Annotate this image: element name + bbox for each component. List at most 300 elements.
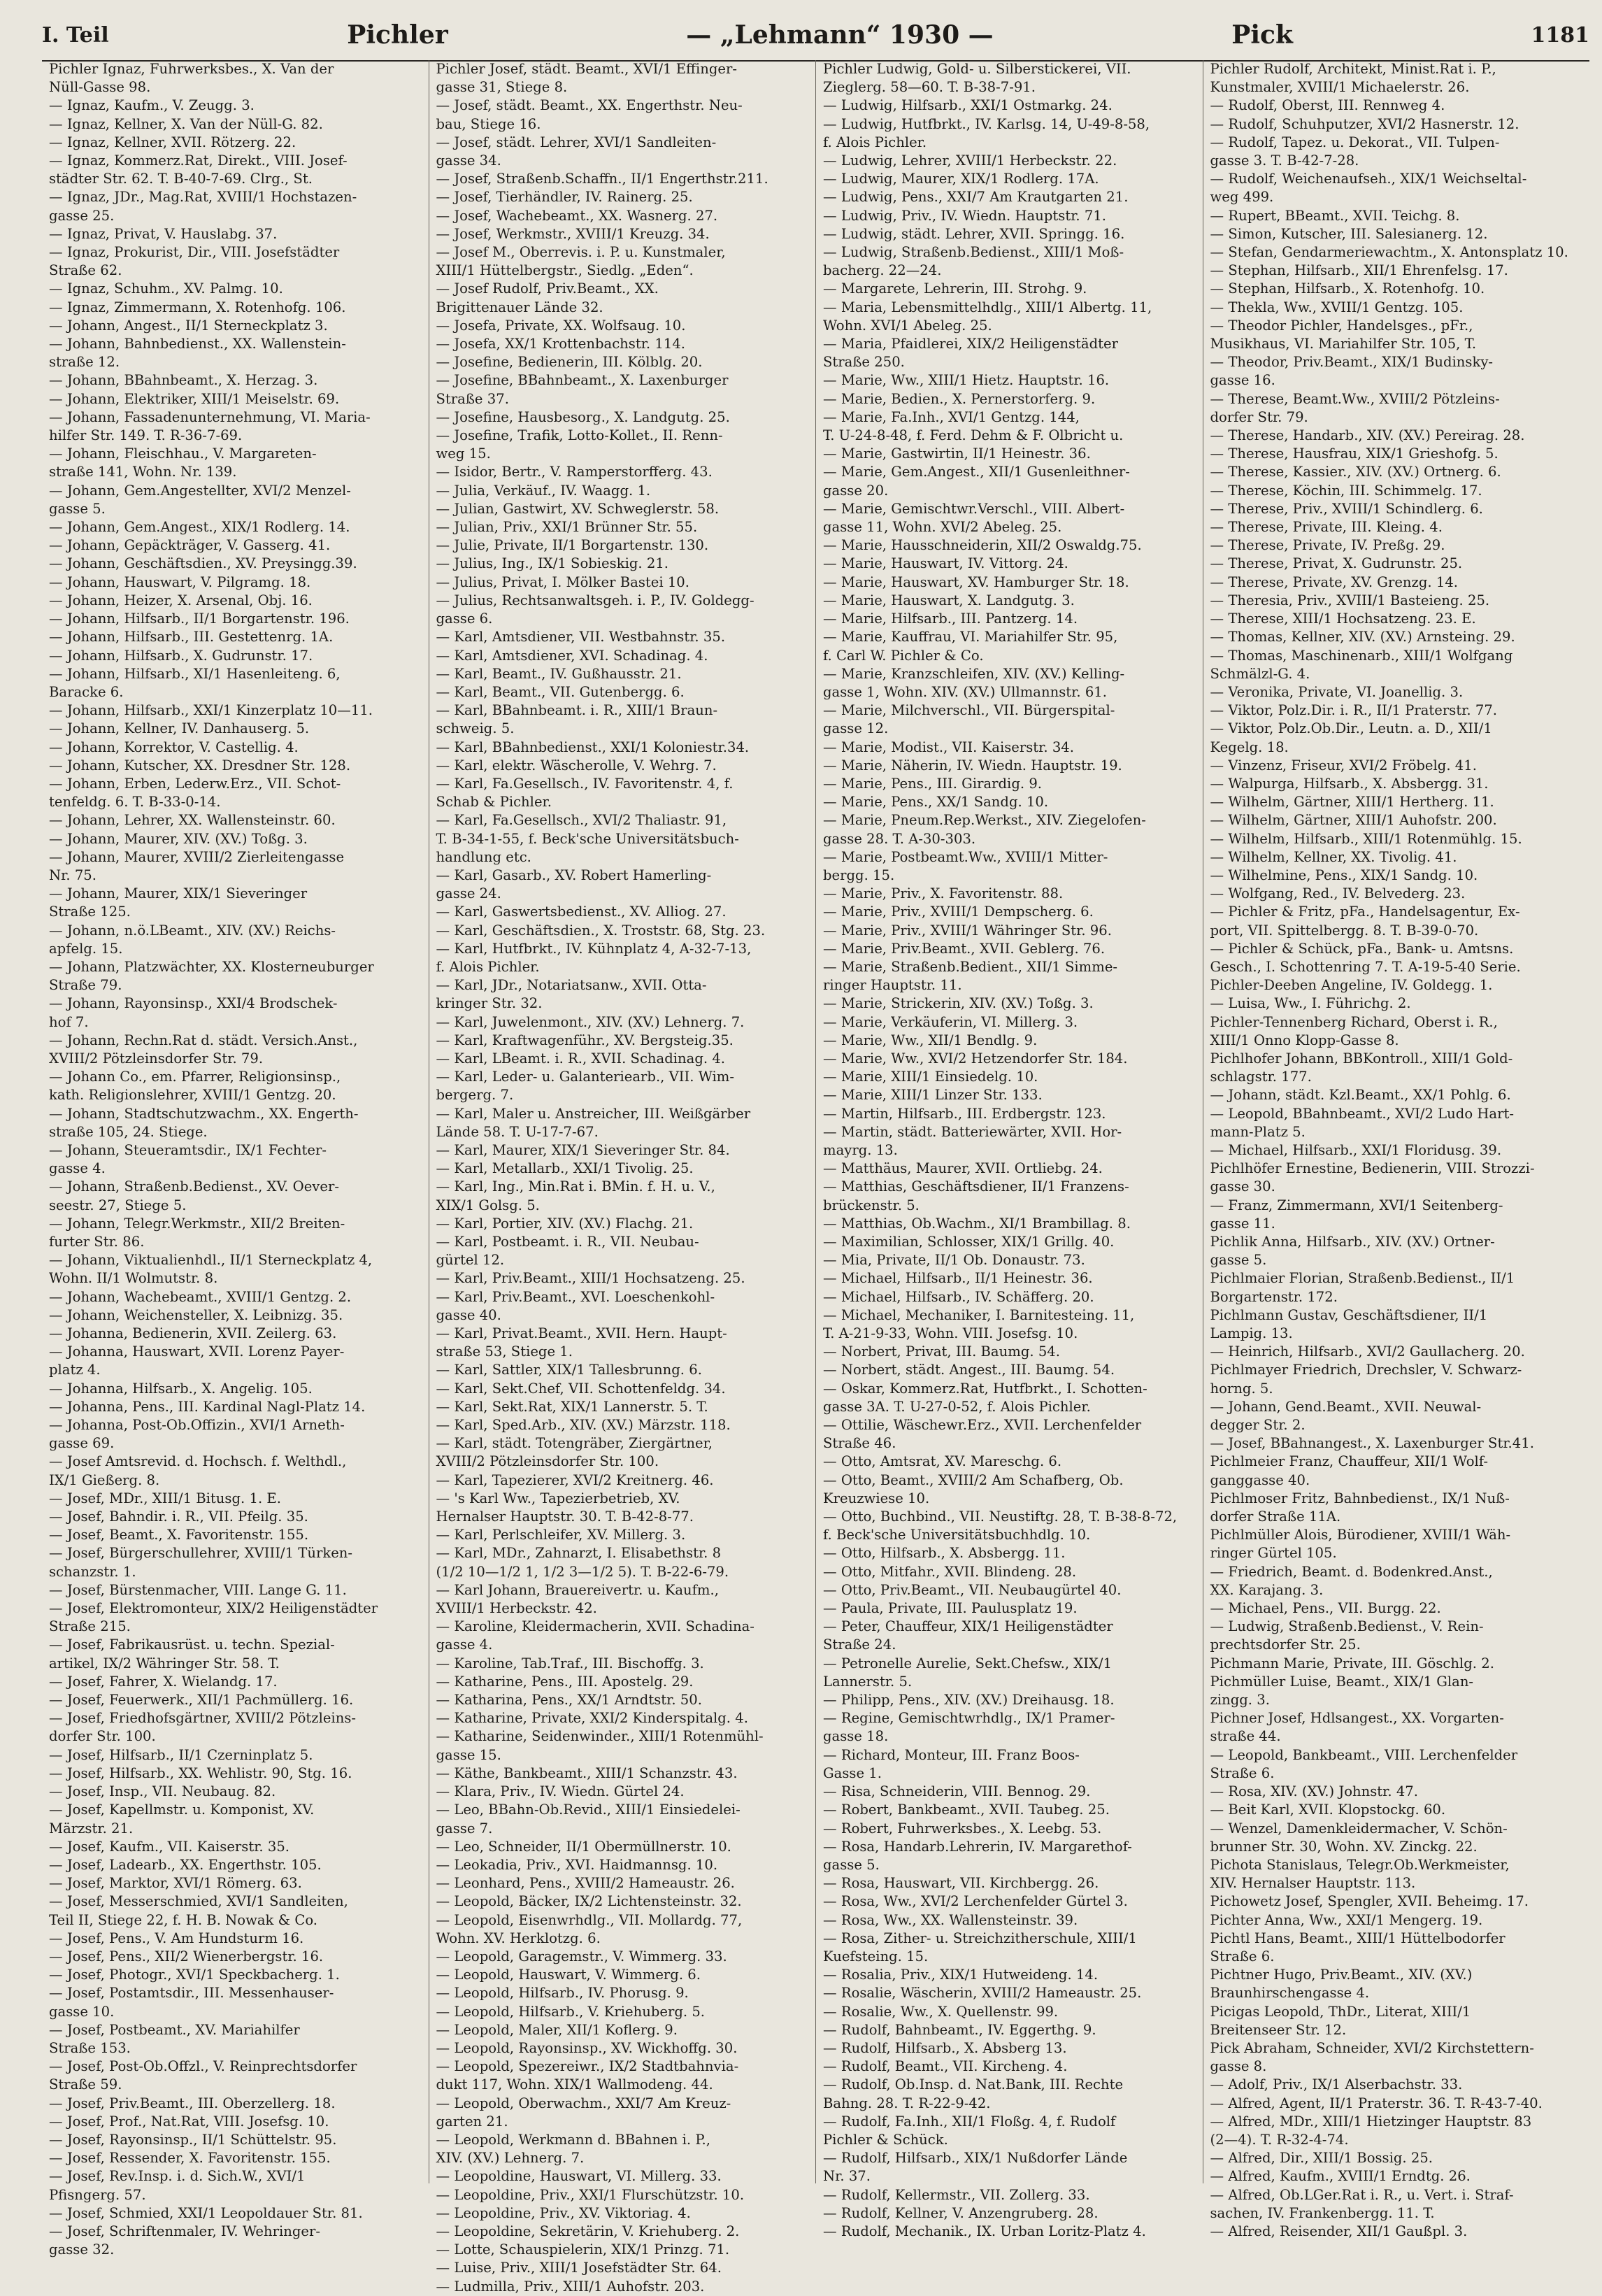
directory-entry-line: — Wilhelm, Hilfsarb., XIII/1 Rotenmühlg. 15. [1210, 830, 1522, 847]
directory-entry-line: — Marie, Ww., XII/1 Bendlg. 9. [823, 1032, 1038, 1048]
directory-entry-line: — Oskar, Kommerz.Rat, Hutfbrkt., I. Schotten- [823, 1380, 1147, 1397]
directory-entry-line: — Josef, Straßenb.Schaffn., II/1 Engerthstr.211. [436, 171, 768, 187]
directory-entry-line: gasse 11. [1210, 1215, 1275, 1232]
directory-entry-line: — Rudolf, Bahnbeamt., IV. Eggerthg. 9. [823, 2021, 1096, 2038]
directory-entry-line: — Rudolf, Ob.Insp. d. Nat.Bank, III. Rechte [823, 2076, 1124, 2093]
directory-entry-line: — Johann, Hauswart, V. Pilgramg. 18. [49, 573, 311, 590]
directory-entry-line: — Theodor Pichler, Handelsges., pFr., [1210, 317, 1473, 334]
directory-entry-line: XVIII/1 Herbeckstr. 42. [436, 1600, 597, 1617]
directory-entry-line: — Leopold, Garagemstr., V. Wimmerg. 33. [436, 1948, 727, 1965]
directory-entry-line: Baracke 6. [49, 683, 124, 700]
directory-entry-line: Borgartenstr. 172. [1210, 1288, 1338, 1305]
directory-entry-line: — Leo, BBahn-Ob.Revid., XIII/1 Einsiedelei- [436, 1802, 741, 1818]
directory-entry-line: — Karl, Maler u. Anstreicher, III. Weißgärber [436, 1105, 751, 1122]
directory-entry-line: — Karl, Kraftwagenführ., XV. Bergsteig.35. [436, 1032, 734, 1048]
directory-entry-line: — Karl, Fa.Gesellsch., XVI/2 Thaliastr. 91, [436, 812, 727, 829]
directory-entry-line: Gesch., I. Schottenring 7. T. A-19-5-40 Serie. [1210, 958, 1521, 975]
page-number: 1181 [1531, 22, 1589, 48]
directory-entry-line: — Johanna, Post-Ob.Offizin., XVI/1 Arneth- [49, 1417, 345, 1434]
directory-entry-line: — Katharine, Pens., III. Apostelg. 29. [436, 1673, 694, 1690]
directory-entry-line: — Josef, Bürstenmacher, VIII. Lange G. 11. [49, 1581, 347, 1598]
directory-entry-line: — Mia, Private, II/1 Ob. Donaustr. 73. [823, 1252, 1085, 1269]
directory-entry-line: — Alfred, Kaufm., XVIII/1 Erndtg. 26. [1210, 2168, 1471, 2185]
directory-entry-line: Lampig. 13. [1210, 1325, 1293, 1342]
directory-entry-line: schlagstr. 177. [1210, 1069, 1312, 1085]
directory-entry-line: port, VII. Spittelbergg. 8. T. B-39-0-70. [1210, 922, 1479, 939]
directory-entry-line: ganggasse 40. [1210, 1471, 1310, 1488]
directory-entry-line: gasse 7. [436, 1820, 493, 1837]
directory-entry-line: — Leonhard, Pens., XVIII/2 Hameaustr. 26. [436, 1875, 735, 1892]
directory-entry-line: — Johann, Bahnbedienst., XX. Wallenstein- [49, 336, 346, 352]
directory-entry-line: gasse 69. [49, 1435, 115, 1452]
directory-entry-line: — Josefa, Private, XX. Wolfsaug. 10. [436, 317, 686, 334]
directory-entry-line: — Leopold, Rayonsinsp., XV. Wickhoffg. 30. [436, 2039, 738, 2056]
directory-entry-line: gasse 3. T. B-42-7-28. [1210, 152, 1359, 169]
directory-entry-line: — Rosalia, Priv., XIX/1 Hutweideng. 14. [823, 1967, 1099, 1983]
directory-entry-line: Pichmüller Luise, Beamt., XIX/1 Glan- [1210, 1673, 1474, 1690]
directory-entry-line: Pichler & Schück. [823, 2131, 948, 2148]
directory-entry-line: Wohn. II/1 Wolmutstr. 8. [49, 1270, 218, 1287]
directory-entry-line: XVIII/2 Pötzleinsdorfer Str. 79. [49, 1050, 264, 1067]
directory-entry-line: — Johann, Stadtschutzwachm., XX. Engerth- [49, 1105, 359, 1122]
directory-entry-line: — Josef, Postbeamt., XV. Mariahilfer [49, 2021, 300, 2038]
directory-entry-line: — Therese, Private, XV. Grenzg. 14. [1210, 573, 1459, 590]
directory-entry-line: Pichlmoser Fritz, Bahnbedienst., IX/1 Nuß- [1210, 1490, 1510, 1506]
directory-entry-line: — Johann, Viktualienhdl., II/1 Sterneckplatz 4, [49, 1252, 373, 1269]
directory-entry-line: — Marie, Fa.Inh., XVI/1 Gentzg. 144, [823, 408, 1080, 425]
directory-entry-line: — Rupert, BBeamt., XVII. Teichg. 8. [1210, 207, 1460, 224]
directory-entry-line: — Alfred, Reisender, XII/1 Gaußpl. 3. [1210, 2223, 1468, 2239]
directory-entry-line: — Michael, Hilfsarb., II/1 Heinestr. 36. [823, 1270, 1093, 1287]
directory-entry-line: — Ludwig, Hilfsarb., XXI/1 Ostmarkg. 24. [823, 97, 1113, 114]
directory-entry-line: Pichler Ignaz, Fuhrwerksbes., X. Van der [49, 61, 334, 77]
directory-entry-line: Straße 59. [49, 2076, 122, 2093]
directory-entry-line: — Rudolf, Weichenaufseh., XIX/1 Weichseltal- [1210, 171, 1527, 187]
directory-entry-line: — Marie, Modist., VII. Kaiserstr. 34. [823, 739, 1074, 755]
directory-entry-line: — Stefan, Gendarmeriewachtm., X. Antonsplatz 10. [1210, 244, 1568, 261]
directory-entry-line: — Matthias, Geschäftsdiener, II/1 Franzens- [823, 1178, 1129, 1195]
directory-entry-line: — Therese, Beamt.Ww., XVIII/2 Pötzleins- [1210, 390, 1500, 407]
directory-entry-line: Pichlhofer Johann, BBKontroll., XIII/1 Gold- [1210, 1050, 1513, 1067]
directory-entry-line: — Josef, Insp., VII. Neubaug. 82. [49, 1783, 276, 1800]
directory-entry-line: — Alfred, Ob.LGer.Rat i. R., u. Vert. i. Straf- [1210, 2186, 1514, 2203]
directory-entry-line: f. Alois Pichler. [436, 958, 540, 975]
directory-entry-line: — Rudolf, Beamt., VII. Kircheng. 4. [823, 2058, 1068, 2075]
directory-entry-line: — Josef, Wachebeamt., XX. Wasnerg. 27. [436, 207, 718, 224]
directory-entry-line: Pichter Anna, Ww., XXI/1 Mengerg. 19. [1210, 1911, 1483, 1928]
directory-entry-line: Zieglerg. 58—60. T. B-38-7-91. [823, 79, 1036, 96]
directory-entry-line: Straße 215. [49, 1618, 131, 1635]
directory-entry-line: — Johann, Telegr.Werkmstr., XII/2 Breiten- [49, 1215, 345, 1232]
directory-entry-line: — Josef Amtsrevid. d. Hochsch. f. Welthdl., [49, 1453, 347, 1470]
directory-entry-line: — Julie, Private, II/1 Borgartenstr. 130. [436, 537, 709, 554]
directory-entry-line: gasse 5. [49, 500, 106, 517]
directory-entry-line: — Ignaz, Schuhm., XV. Palmg. 10. [49, 280, 283, 297]
directory-entry-line: — Ottilie, Wäschewr.Erz., XVII. Lerchenfelder [823, 1417, 1142, 1434]
directory-entry-line: Pichler Ludwig, Gold- u. Silberstickerei, VII. [823, 61, 1131, 77]
column-2 [429, 60, 817, 2295]
directory-entry-line: — Rudolf, Oberst, III. Rennweg 4. [1210, 97, 1445, 114]
page-header [42, 10, 1589, 62]
directory-entry-line: — Leopold, Spezereiwr., IX/2 Stadtbahnvia- [436, 2058, 739, 2075]
directory-entry-line: — Leopoldine, Sekretärin, V. Kriehuberg. 2. [436, 2223, 740, 2239]
directory-entry-line: — Johann, Korrektor, V. Castellig. 4. [49, 739, 299, 755]
directory-entry-line: — Marie, Straßenb.Bedient., XII/1 Simme- [823, 958, 1118, 975]
directory-entry-line: — Franz, Zimmermann, XVI/1 Seitenberg- [1210, 1197, 1503, 1213]
directory-entry-line: — Karl, Sekt.Rat, XIX/1 Lannerstr. 5. T. [436, 1398, 708, 1415]
directory-entry-line: — Josef, MDr., XIII/1 Bitusg. 1. E. [49, 1490, 281, 1506]
directory-entry-line: gasse 24. [436, 885, 501, 902]
directory-entry-line: straße 105, 24. Stiege. [49, 1123, 208, 1140]
directory-entry-line: — Vinzenz, Friseur, XVI/2 Fröbelg. 41. [1210, 757, 1477, 773]
directory-entry-line: — Ludmilla, Priv., XIII/1 Auhofstr. 203. [436, 2278, 705, 2295]
directory-entry-line: f. Alois Pichler. [823, 134, 927, 150]
directory-entry-line: Pichlmaier Florian, Straßenb.Bedienst., II/1 [1210, 1270, 1515, 1287]
directory-entry-line: — Viktor, Polz.Ob.Dir., Leutn. a. D., XII/1 [1210, 720, 1492, 737]
directory-entry-line: gasse 10. [49, 2003, 115, 2020]
directory-entry-line: — Martin, städt. Batteriewärter, XVII. Hor- [823, 1123, 1122, 1140]
directory-entry-line: — Theodor, Priv.Beamt., XIX/1 Budinsky- [1210, 354, 1494, 371]
directory-entry-line: — Karl, Sekt.Chef, VII. Schottenfeldg. 34. [436, 1380, 726, 1397]
directory-entry-line: — Josefine, Hausbesorg., X. Landgutg. 25. [436, 408, 730, 425]
directory-entry-line: T. B-34-1-55, f. Beck'sche Universitätsbuch- [436, 830, 739, 847]
directory-entry-line: Straße 24. [823, 1637, 896, 1653]
directory-entry-line: — Josef M., Oberrevis. i. P. u. Kunstmaler, [436, 244, 726, 261]
directory-entry-line: — Johann, Weichensteller, X. Leibnizg. 35. [49, 1306, 343, 1323]
directory-entry-line: — Petronelle Aurelie, Sekt.Chefsw., XIX/1 [823, 1655, 1112, 1671]
directory-entry-line: Straße 6. [1210, 1764, 1275, 1781]
directory-entry-line: — Marie, Bedien., X. Pernerstorferg. 9. [823, 390, 1096, 407]
directory-entry-line: bacherg. 22—24. [823, 262, 942, 279]
directory-entry-line: — Leopold, Hilfsarb., V. Kriehuberg. 5. [436, 2003, 706, 2020]
directory-entry-line: — Veronika, Private, VI. Joanellig. 3. [1210, 683, 1464, 700]
directory-entry-line: — Karl, Amtsdiener, XVI. Schadinag. 4. [436, 647, 708, 664]
directory-entry-line: — Leopold, Bäcker, IX/2 Lichtensteinstr. 32. [436, 1893, 742, 1910]
directory-entry-line: — Pichler & Fritz, pFa., Handelsagentur, Ex- [1210, 904, 1520, 920]
directory-entry-line: — Wenzel, Damenkleidermacher, V. Schön- [1210, 1820, 1508, 1837]
directory-entry-line: — Johann, Lehrer, XX. Wallensteinstr. 60. [49, 812, 336, 829]
directory-entry-line: gasse 40. [436, 1306, 501, 1323]
directory-entry-line: — Rudolf, Fa.Inh., XII/1 Floßg. 4, f. Rudolf [823, 2113, 1116, 2130]
directory-entry-line: — Heinrich, Hilfsarb., XVI/2 Gaullacherg. 20. [1210, 1343, 1525, 1360]
directory-entry-line: — Josef, Kaufm., VII. Kaiserstr. 35. [49, 1838, 290, 1855]
directory-entry-line: Pichlmeier Franz, Chauffeur, XII/1 Wolf- [1210, 1453, 1488, 1470]
directory-entry-line: T. U-24-8-48, f. Ferd. Dehm & F. Olbricht u. [823, 427, 1124, 444]
directory-entry-line: kath. Religionslehrer, XVIII/1 Gentzg. 20. [49, 1087, 336, 1104]
directory-entry-line: Brigittenauer Lände 32. [436, 299, 603, 315]
directory-entry-line: — Josef, Schriftenmaler, IV. Wehringer- [49, 2223, 320, 2239]
directory-entry-line: — Josefine, Trafik, Lotto-Kollet., II. Renn- [436, 427, 723, 444]
directory-entry-line: — Wolfgang, Red., IV. Belvederg. 23. [1210, 885, 1466, 902]
directory-entry-line: — Johanna, Hilfsarb., X. Angelig. 105. [49, 1380, 313, 1397]
directory-entry-line: — Julius, Rechtsanwaltsgeh. i. P., IV. Goldegg- [436, 592, 754, 608]
directory-entry-line: — Leokadia, Priv., XVI. Haidmannsg. 10. [436, 1856, 718, 1873]
directory-entry-line: — Karl, städt. Totengräber, Ziergärtner, [436, 1435, 713, 1452]
directory-entry-line: — Matthias, Ob.Wachm., XI/1 Brambillag. 8. [823, 1215, 1131, 1232]
directory-entry-line: Straße 79. [49, 977, 122, 994]
directory-entry-line: — Marie, Postbeamt.Ww., XVIII/1 Mitter- [823, 848, 1108, 865]
directory-entry-line: bergerg. 7. [436, 1087, 514, 1104]
directory-entry-line: — Thomas, Maschinenarb., XIII/1 Wolfgang [1210, 647, 1513, 664]
directory-entry-line: — Marie, XIII/1 Linzer Str. 133. [823, 1087, 1043, 1104]
directory-entry-line: — Leopold, Hauswart, V. Wimmerg. 6. [436, 1967, 701, 1983]
directory-entry-line: — Marie, Ww., XIII/1 Hietz. Hauptstr. 16. [823, 372, 1110, 389]
directory-entry-line: — Josef, Kapellmstr. u. Komponist, XV. [49, 1802, 315, 1818]
directory-entry-line: — Karl Johann, Brauereivertr. u. Kaufm., [436, 1581, 719, 1598]
directory-entry-line: — Marie, Strickerin, XIV. (XV.) Toßg. 3. [823, 995, 1094, 1012]
directory-entry-line: — Wilhelm, Gärtner, XIII/1 Hertherg. 11. [1210, 794, 1494, 811]
directory-entry-line: — Josef, Post-Ob.Offzl., V. Reinprechtsdorfer [49, 2058, 357, 2075]
directory-entry-line: gasse 31, Stiege 8. [436, 79, 568, 96]
directory-entry-line: Pick Abraham, Schneider, XVI/2 Kirchstettern- [1210, 2039, 1534, 2056]
directory-entry-line: brückenstr. 5. [823, 1197, 920, 1213]
directory-entry-line: — Johann, Gem.Angest., XIX/1 Rodlerg. 14. [49, 519, 350, 536]
directory-entry-line: — Karl, Priv.Beamt., XVI. Loeschenkohl- [436, 1288, 715, 1305]
directory-entry-line: — Johanna, Bedienerin, XVII. Zeilerg. 63. [49, 1325, 337, 1342]
directory-entry-line: — Leo, Schneider, II/1 Obermüllnerstr. 10. [436, 1838, 731, 1855]
directory-entry-line: — Karl, Perlschleifer, XV. Millerg. 3. [436, 1527, 686, 1543]
directory-entry-line: — Karl, MDr., Zahnarzt, I. Elisabethstr. 8 [436, 1545, 722, 1562]
directory-entry-line: — Friedrich, Beamt. d. Bodenkred.Anst., [1210, 1563, 1493, 1580]
directory-entry-line: — Johann, städt. Kzl.Beamt., XX/1 Pohlg. 6. [1210, 1087, 1511, 1104]
directory-entry-line: Straße 37. [436, 390, 509, 407]
directory-entry-line: — Johann, Fleischhau., V. Margareten- [49, 445, 317, 462]
directory-entry-line: — Johann Co., em. Pfarrer, Religionsinsp., [49, 1069, 341, 1085]
directory-entry-line: kringer Str. 32. [436, 995, 543, 1012]
directory-entry-line: straße 141, Wohn. Nr. 139. [49, 464, 237, 480]
directory-entry-line: — Ludwig, Pens., XXI/7 Am Krautgarten 21. [823, 189, 1129, 206]
directory-entry-line: — Robert, Fuhrwerksbes., X. Leebg. 53. [823, 1820, 1102, 1837]
directory-entry-line: — Marie, Gastwirtin, II/1 Heinestr. 36. [823, 445, 1091, 462]
directory-entry-line: — Karl, Tapezierer, XVI/2 Kreitnerg. 46. [436, 1471, 714, 1488]
directory-entry-line: — Josef, Hilfsarb., II/1 Czerninplatz 5. [49, 1746, 313, 1763]
directory-entry-line: schweig. 5. [436, 720, 515, 737]
directory-entry-line: — Leopold, Bankbeamt., VIII. Lerchenfelder [1210, 1746, 1518, 1763]
directory-entry-line: IX/1 Gießerg. 8. [49, 1471, 160, 1488]
directory-entry-line: — Karl, elektr. Wäscherolle, V. Wehrg. 7. [436, 757, 717, 773]
directory-entry-line: — Ignaz, Privat, V. Hauslabg. 37. [49, 225, 278, 242]
directory-entry-line: Breitenseer Str. 12. [1210, 2021, 1347, 2038]
directory-entry-line: — Otto, Beamt., XVIII/2 Am Schafberg, Ob. [823, 1471, 1124, 1488]
directory-entry-line: bergg. 15. [823, 867, 895, 883]
directory-entry-line: — Julius, Ing., IX/1 Sobieskig. 21. [436, 555, 669, 572]
directory-entry-line: — Walpurga, Hilfsarb., X. Absbergg. 31. [1210, 775, 1489, 792]
directory-entry-line: — Ignaz, JDr., Mag.Rat, XVIII/1 Hochstazen- [49, 189, 357, 206]
directory-entry-line: — Josef, Photogr., XVI/1 Speckbacherg. 1. [49, 1967, 340, 1983]
directory-entry-line: — Josefa, XX/1 Krottenbachstr. 114. [436, 336, 686, 352]
directory-entry-line: — Josefine, BBahnbeamt., X. Laxenburger [436, 372, 729, 389]
directory-entry-line: gasse 11, Wohn. XVI/2 Abeleg. 25. [823, 519, 1062, 536]
directory-entry-line: gasse 20. [823, 482, 889, 499]
directory-entry-line: — Ludwig, Straßenb.Bedienst., XIII/1 Moß- [823, 244, 1124, 261]
header-last-name: Pick [1231, 20, 1293, 50]
directory-entry-line: hof 7. [49, 1013, 89, 1030]
directory-entry-line: gasse 5. [1210, 1252, 1267, 1269]
directory-entry-line: Lände 58. T. U-17-7-67. [436, 1123, 599, 1140]
directory-entry-line: — Johanna, Pens., III. Kardinal Nagl-Platz 14. [49, 1398, 366, 1415]
directory-entry-line: — Josef Rudolf, Priv.Beamt., XX. [436, 280, 659, 297]
directory-entry-line: — Marie, Priv., XVIII/1 Dempscherg. 6. [823, 904, 1094, 920]
directory-entry-line: — Ludwig, Priv., IV. Wiedn. Hauptstr. 71. [823, 207, 1107, 224]
column-1 [42, 60, 429, 2258]
directory-entry-line: Pichowetz Josef, Spengler, XVII. Beheimg. 17. [1210, 1893, 1529, 1910]
directory-entry-line: — Ignaz, Prokurist, Dir., VIII. Josefstädter [49, 244, 340, 261]
directory-entry-line: — Otto, Mitfahr., XVII. Blindeng. 28. [823, 1563, 1077, 1580]
directory-entry-line: apfelg. 15. [49, 940, 123, 957]
directory-entry-line: — Johann, Maurer, XIV. (XV.) Toßg. 3. [49, 830, 308, 847]
directory-entry-line: — Adolf, Priv., IX/1 Alserbachstr. 33. [1210, 2076, 1463, 2093]
directory-entry-line: — Marie, Gemischtwr.Verschl., VIII. Albert- [823, 500, 1125, 517]
directory-entry-line: — Karl, BBahnbeamt. i. R., XIII/1 Braun- [436, 702, 718, 719]
directory-entry-line: ringer Hauptstr. 11. [823, 977, 962, 994]
directory-entry-line: — Karoline, Kleidermacherin, XVII. Schadina- [436, 1618, 754, 1635]
directory-entry-line: — Wilhelm, Gärtner, XIII/1 Auhofstr. 200. [1210, 812, 1497, 829]
directory-entry-line: — 's Karl Ww., Tapezierbetrieb, XV. [436, 1490, 680, 1506]
directory-entry-line: XVIII/2 Pötzleinsdorfer Str. 100. [436, 1453, 659, 1470]
directory-entry-line: gasse 3A. T. U-27-0-52, f. Alois Pichler. [823, 1398, 1091, 1415]
directory-entry-line: Musikhaus, VI. Mariahilfer Str. 105, T. [1210, 336, 1477, 352]
directory-entry-line: Schab & Pichler. [436, 794, 552, 811]
directory-entry-line: — Maximilian, Schlosser, XIX/1 Grillg. 40. [823, 1234, 1115, 1250]
directory-entry-line: prechtsdorfer Str. 25. [1210, 1637, 1361, 1653]
directory-entry-line: — Therese, Kassier., XIV. (XV.) Ortnerg. 6. [1210, 464, 1501, 480]
directory-entry-line: — Margarete, Lehrerin, III. Strohg. 9. [823, 280, 1087, 297]
directory-entry-line: — Josef, Beamt., X. Favoritenstr. 155. [49, 1527, 309, 1543]
directory-entry-line: — Rosalie, Wäscherin, XVIII/2 Hameaustr. 25. [823, 1985, 1142, 2002]
directory-entry-line: — Leopold, Eisenwrhdlg., VII. Mollardg. 77, [436, 1911, 743, 1928]
directory-entry-line: — Josef, Hilfsarb., XX. Wehlistr. 90, Stg. 16. [49, 1764, 352, 1781]
directory-entry-line: — Rosa, Handarb.Lehrerin, IV. Margarethof- [823, 1838, 1132, 1855]
directory-entry-line: Pichlmüller Alois, Bürodiener, XVIII/1 Wäh- [1210, 1527, 1511, 1543]
directory-entry-line: — Ludwig, städt. Lehrer, XVII. Springg. 16. [823, 225, 1125, 242]
directory-entry-line: — Marie, Pens., III. Girardig. 9. [823, 775, 1043, 792]
directory-entry-line: — Rosalie, Ww., X. Quellenstr. 99. [823, 2003, 1059, 2020]
directory-entry-line: — Johann, Hilfsarb., III. Gestettenrg. 1A. [49, 629, 334, 646]
directory-entry-line: — Josef, Priv.Beamt., III. Oberzellerg. 18. [49, 2095, 336, 2111]
directory-entry-line: — Karoline, Tab.Traf., III. Bischoffg. 3. [436, 1655, 704, 1671]
directory-entry-line: — Maria, Pfaidlerei, XIX/2 Heiligenstädter [823, 336, 1118, 352]
directory-entry-line: Pichtner Hugo, Priv.Beamt., XIV. (XV.) [1210, 1967, 1473, 1983]
directory-entry-line: — Josef, Prof., Nat.Rat, VIII. Josefsg. 10. [49, 2113, 329, 2130]
directory-entry-line: — Johann, Hilfsarb., X. Gudrunstr. 17. [49, 647, 313, 664]
directory-entry-line: tenfeldg. 6. T. B-33-0-14. [49, 794, 221, 811]
directory-entry-line: — Josef, Pens., V. Am Hundsturm 16. [49, 1930, 304, 1946]
directory-entry-line: — Karl, JDr., Notariatsanw., XVII. Otta- [436, 977, 707, 994]
directory-entry-line: — Karl, Juwelenmont., XIV. (XV.) Lehnerg. 7. [436, 1013, 745, 1030]
directory-entry-line: Pichler Josef, städt. Beamt., XVI/1 Effinger- [436, 61, 737, 77]
directory-entry-line: — Karl, Fa.Gesellsch., IV. Favoritenstr. 4, f. [436, 775, 734, 792]
directory-entry-line: — Josef, Pens., XII/2 Wienerbergstr. 16. [49, 1948, 324, 1965]
directory-entry-line: — Katharina, Pens., XX/1 Arndtstr. 50. [436, 1692, 702, 1709]
directory-entry-line: — Julian, Priv., XXI/1 Brünner Str. 55. [436, 519, 698, 536]
directory-entry-line: — Karl, Geschäftsdien., X. Troststr. 68, Stg. 23. [436, 922, 766, 939]
directory-entry-line: mayrg. 13. [823, 1141, 898, 1158]
directory-entry-line: gasse 8. [1210, 2058, 1267, 2075]
directory-entry-line: — Marie, Priv., XVIII/1 Währinger Str. 96. [823, 922, 1112, 939]
directory-entry-line: Straße 6. [1210, 1948, 1275, 1965]
directory-entry-line: — Luisa, Ww., I. Führichg. 2. [1210, 995, 1411, 1012]
directory-entry-line: — Johanna, Hauswart, XVII. Lorenz Payer- [49, 1343, 345, 1360]
directory-columns [42, 60, 1589, 2295]
directory-entry-line: — Maria, Lebensmittelhdlg., XIII/1 Albertg. 11, [823, 299, 1152, 315]
directory-entry-line: — Karl, Sattler, XIX/1 Tallesbrunng. 6. [436, 1362, 702, 1378]
directory-entry-line: — Karl, Gaswertsbedienst., XV. Alliog. 27. [436, 904, 727, 920]
directory-entry-line: — Lotte, Schauspielerin, XIX/1 Prinzg. 71. [436, 2241, 730, 2258]
directory-entry-line: — Stephan, Hilfsarb., X. Rotenhofg. 10. [1210, 280, 1485, 297]
directory-entry-line: — Matthäus, Maurer, XVII. Ortliebg. 24. [823, 1160, 1103, 1177]
directory-entry-line: — Leopold, Maler, XII/1 Koflerg. 9. [436, 2021, 678, 2038]
directory-entry-line: Pichner Josef, Hdlsangest., XX. Vorgarten- [1210, 1710, 1504, 1727]
directory-entry-line: — Otto, Priv.Beamt., VII. Neubaugürtel 40. [823, 1581, 1122, 1598]
directory-entry-line: — Marie, Priv.Beamt., XVII. Geblerg. 76. [823, 940, 1106, 957]
directory-entry-line: — Johann, Angest., II/1 Sterneckplatz 3. [49, 317, 328, 334]
directory-entry-line: gürtel 12. [436, 1252, 505, 1269]
directory-entry-line: — Julian, Gastwirt, XV. Schweglerstr. 58. [436, 500, 720, 517]
directory-entry-line: — Ludwig, Lehrer, XVIII/1 Herbeckstr. 22. [823, 152, 1117, 169]
directory-entry-line: (2—4). T. R-32-4-74. [1210, 2131, 1349, 2148]
directory-entry-line: — Josef, Bahndir. i. R., VII. Pfeilg. 35. [49, 1509, 308, 1525]
directory-entry-line: — Johann, Kellner, IV. Danhauserg. 5. [49, 720, 310, 737]
directory-entry-line: XIX/1 Golsg. 5. [436, 1197, 540, 1213]
directory-entry-line: — Karl, Privat.Beamt., XVII. Hern. Haupt- [436, 1325, 727, 1342]
directory-entry-line: gasse 30. [1210, 1178, 1275, 1195]
directory-entry-line: — Josef, Tierhändler, IV. Rainerg. 25. [436, 189, 693, 206]
directory-entry-line: — Johann, Straßenb.Bedienst., XV. Oever- [49, 1178, 339, 1195]
directory-entry-line: — Ludwig, Hutfbrkt., IV. Karlsg. 14, U-49-8-58, [823, 115, 1150, 132]
directory-entry-line: — Marie, Priv., X. Favoritenstr. 88. [823, 885, 1064, 902]
directory-entry-line: — Robert, Bankbeamt., XVII. Taubeg. 25. [823, 1802, 1110, 1818]
directory-entry-line: Gasse 1. [823, 1764, 882, 1781]
directory-entry-line: — Michael, Mechaniker, I. Barnitesteing. 11, [823, 1306, 1135, 1323]
directory-entry-line: — Johann, Hilfsarb., II/1 Borgartenstr. 196. [49, 611, 350, 627]
directory-entry-line: — Otto, Hilfsarb., X. Absbergg. 11. [823, 1545, 1066, 1562]
directory-entry-line: — Ignaz, Kaufm., V. Zeugg. 3. [49, 97, 255, 114]
directory-entry-line: — Leopold, Werkmann d. BBahnen i. P., [436, 2131, 710, 2148]
directory-entry-line: Braunhirschengasse 4. [1210, 1985, 1370, 2002]
directory-entry-line: — Karl, Metallarb., XXI/1 Tivolig. 25. [436, 1160, 694, 1177]
directory-entry-line: — Johann, Gend.Beamt., XVII. Neuwal- [1210, 1398, 1482, 1415]
directory-entry-line: — Josef, städt. Lehrer, XVI/1 Sandleiten- [436, 134, 717, 150]
directory-entry-line: — Josef, Feuerwerk., XII/1 Pachmüllerg. 16. [49, 1692, 354, 1709]
directory-entry-line: — Paula, Private, III. Paulusplatz 19. [823, 1600, 1078, 1617]
directory-entry-line: Pichtl Hans, Beamt., XIII/1 Hüttelbodorfer [1210, 1930, 1506, 1946]
directory-entry-line: — Karl, Beamt., VII. Gutenbergg. 6. [436, 683, 685, 700]
directory-entry-line: — Wilhelmine, Pens., XIX/1 Sandg. 10. [1210, 867, 1478, 883]
directory-entry-line: — Johann, Rayonsinsp., XXI/4 Brodschek- [49, 995, 338, 1012]
directory-entry-line: Straße 125. [49, 904, 131, 920]
directory-entry-line: — Karl, Ing., Min.Rat i. BMin. f. H. u. V., [436, 1178, 715, 1195]
directory-entry-line: — Josef, Rev.Insp. i. d. Sich.W., XVI/1 [49, 2168, 306, 2185]
directory-entry-line: — Johann, Hilfsarb., XXI/1 Kinzerplatz 10—11. [49, 702, 373, 719]
directory-entry-line: — Josef, Elektromonteur, XIX/2 Heiligenstädter [49, 1600, 378, 1617]
directory-entry-line: — Therese, XIII/1 Hochsatzeng. 23. E. [1210, 611, 1476, 627]
directory-entry-line: Nr. 75. [49, 867, 96, 883]
directory-entry-line: — Isidor, Bertr., V. Ramperstorfferg. 43. [436, 464, 713, 480]
directory-entry-line: — Therese, Priv., XVIII/1 Schindlerg. 6. [1210, 500, 1483, 517]
directory-entry-line: — Johann, Rechn.Rat d. städt. Versich.Anst., [49, 1032, 358, 1048]
directory-entry-line: — Marie, Kranzschleifen, XIV. (XV.) Kelling- [823, 665, 1125, 682]
directory-entry-line: Wohn. XV. Herklotzg. 6. [436, 1930, 601, 1946]
directory-entry-line: — Ignaz, Kellner, XVII. Rötzerg. 22. [49, 134, 296, 150]
directory-entry-line: Pichota Stanislaus, Telegr.Ob.Werkmeister, [1210, 1856, 1510, 1873]
directory-entry-line: Kegelg. 18. [1210, 739, 1289, 755]
directory-entry-line: Märzstr. 21. [49, 1820, 134, 1837]
directory-entry-line: — Käthe, Bankbeamt., XIII/1 Schanzstr. 43. [436, 1764, 738, 1781]
directory-entry-line: gasse 4. [436, 1637, 493, 1653]
directory-entry-line: — Rudolf, Kellermstr., VII. Zollerg. 33. [823, 2186, 1090, 2203]
directory-entry-line: — Beit Karl, XVII. Klopstockg. 60. [1210, 1802, 1446, 1818]
directory-entry-line: — Marie, Näherin, IV. Wiedn. Hauptstr. 19. [823, 757, 1122, 773]
